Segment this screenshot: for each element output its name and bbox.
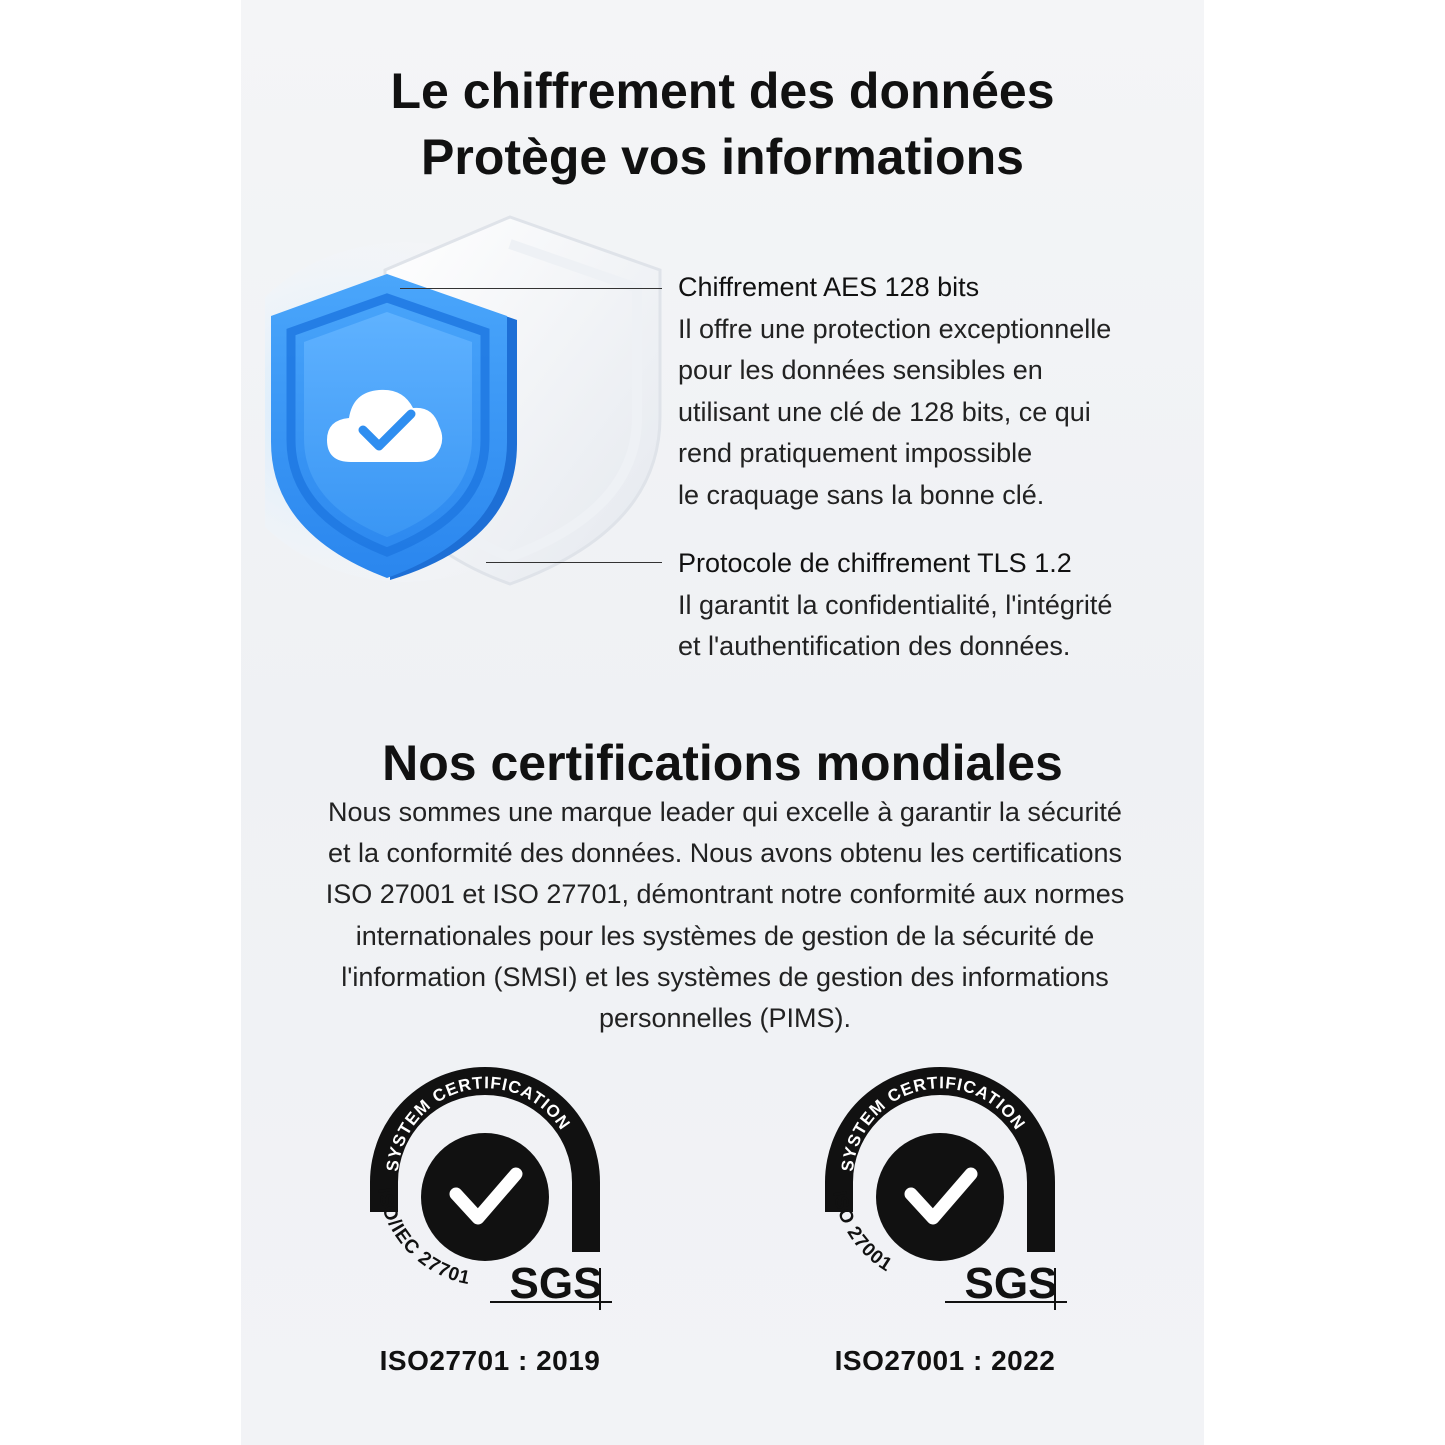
seal-arc-text: SYSTEM CERTIFICATION [382, 1073, 575, 1173]
cert-label-iso27701: ISO27701 : 2019 [379, 1345, 601, 1376]
intro-line: l'information (SMSI) et les systèmes de gestion des informations [341, 961, 1109, 992]
seal-side-text: ISO 27001 [828, 1189, 896, 1277]
intro-line: personnelles (PIMS). [598, 1003, 852, 1034]
certifications-intro [255, 792, 1195, 1039]
feature-line: utilisant une clé de 128 bits, ce qui [678, 396, 1091, 427]
feature-line: et l'authentification des données. [678, 631, 1071, 661]
certifications-title: Nos certifications mondiales [382, 735, 1063, 791]
feature-line: Il garantit la confidentialité, l'intégrité [678, 589, 1113, 620]
seal-brand: SGS [964, 1259, 1058, 1308]
seal-side-text: ISO/IEC 27701 [373, 1186, 473, 1290]
page-title [241, 58, 1204, 190]
title-line-1: Le chiffrement des données [390, 63, 1055, 119]
feature-line: pour les données sensibles en [678, 355, 1043, 385]
feature-title: Chiffrement AES 128 bits [678, 272, 980, 302]
certification-seal-icon [805, 1062, 1075, 1312]
seal-arc-text: SYSTEM CERTIFICATION [837, 1073, 1030, 1173]
feature-tls [678, 543, 1198, 668]
intro-line: et la conformité des données. Nous avons obtenu les certifications [328, 838, 1122, 869]
intro-line: internationales pour les systèmes de gestion de la sécurité de [355, 920, 1095, 951]
leader-line-aes [400, 288, 662, 289]
shield-icon [265, 212, 665, 592]
leader-line-tls [486, 562, 662, 563]
feature-aes [678, 267, 1198, 516]
title-line-2: Protège vos informations [421, 129, 1024, 185]
cert-label-iso27001: ISO27001 : 2022 [834, 1345, 1056, 1376]
feature-line: le craquage sans la bonne clé. [678, 479, 1045, 510]
seal-brand: SGS [509, 1259, 603, 1308]
feature-line: rend pratiquement impossible [678, 438, 1033, 468]
intro-line: Nous sommes une marque leader qui excelle à garantir la sécurité [328, 797, 1122, 827]
certification-seal-icon [350, 1062, 620, 1312]
feature-title: Protocole de chiffrement TLS 1.2 [678, 548, 1072, 578]
feature-line: Il offre une protection exceptionnelle [678, 313, 1112, 344]
intro-line: ISO 27001 et ISO 27701, démontrant notre conformité aux normes [325, 879, 1125, 910]
